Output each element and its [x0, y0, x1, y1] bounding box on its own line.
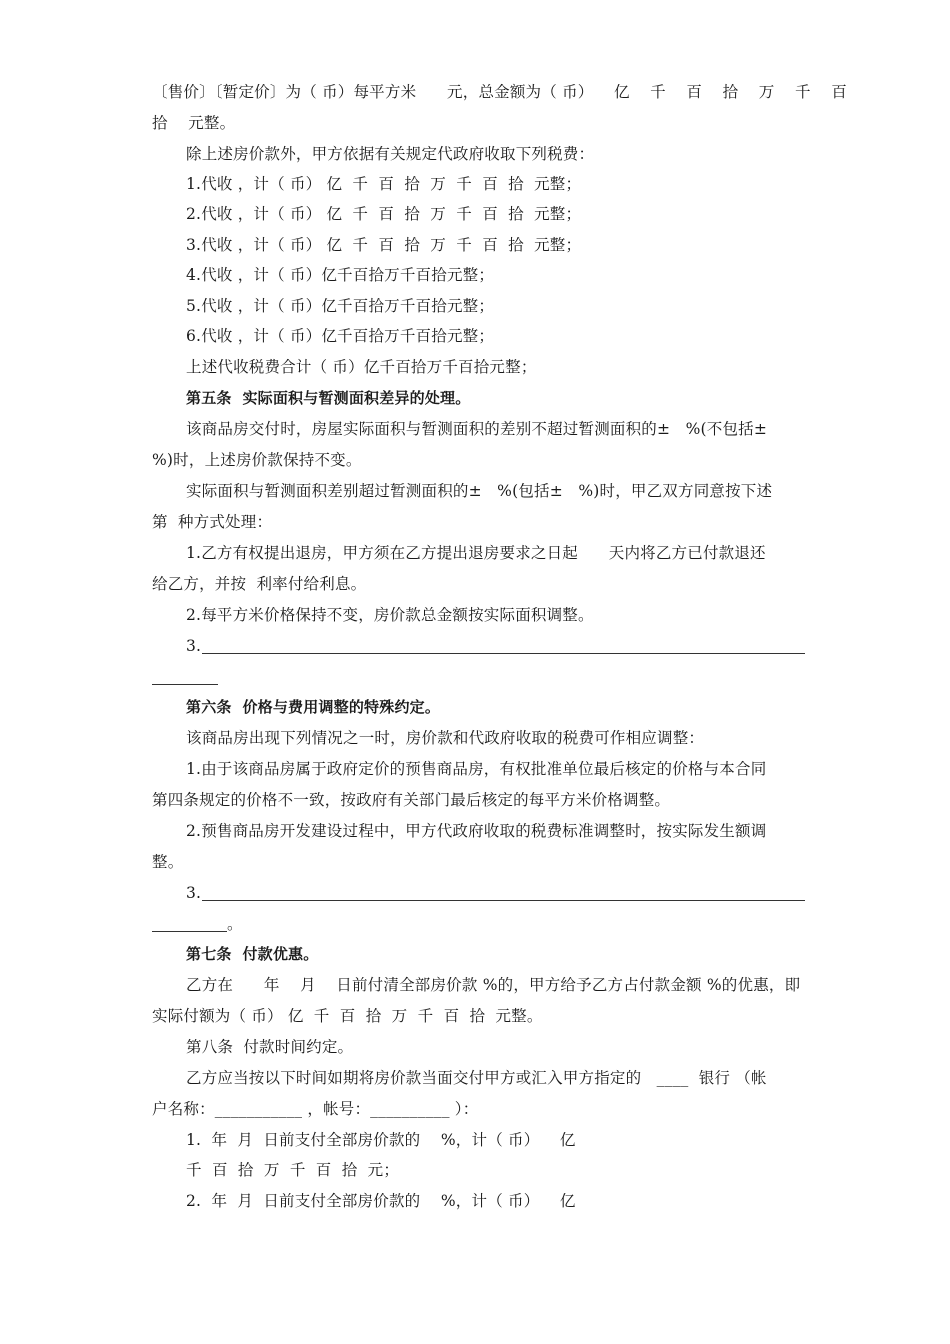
article-5-heading: 第五条 实际面积与暂测面积差异的处理。 — [186, 389, 471, 407]
payment-item-1: 1. 年 月 日前支付全部房价款的 %，计（ 币） 亿 — [186, 1131, 576, 1149]
tax-item-4: 4.代收 ，计（ 币）亿千百拾万千百拾元整； — [186, 266, 495, 284]
article-7-para-cont: 实际付额为（ 币） 亿 千 百 拾 万 千 百 拾 元整。 — [152, 1007, 543, 1025]
article-6-heading: 第六条 价格与费用调整的特殊约定。 — [186, 698, 441, 716]
article-5-option-2: 2.每平方米价格保持不变，房价款总金额按实际面积调整。 — [186, 606, 594, 624]
article-8-para: 乙方应当按以下时间如期将房价款当面交付甲方或汇入甲方指定的 ____ 银行 （帐 — [186, 1069, 767, 1087]
article-5-option-1: 1.乙方有权提出退房，甲方须在乙方提出退房要求之日起 天内将乙方已付款退还 — [186, 544, 766, 562]
article-5-para-1: 该商品房交付时，房屋实际面积与暂测面积的差别不超过暂测面积的± %(不包括± — [186, 420, 768, 438]
tax-item-1: 1.代收 ，计（ 币） 亿 千 百 拾 万 千 百 拾 元整； — [186, 175, 582, 193]
article-8-para-cont: 户名称：___________ ，帐号：__________ ）： — [152, 1100, 479, 1118]
article-6-item-3: 3. — [186, 884, 202, 902]
article-6-item-1-cont: 第四条规定的价格不一致，按政府有关部门最后核定的每平方米价格调整。 — [152, 791, 671, 809]
price-line: 〔售价〕〔暂定价〕为（ 币）每平方米 元，总金额为（ 币） 亿 千 百 拾 万 千 百 — [152, 83, 847, 101]
article-5-para-2: 实际面积与暂测面积差别超过暂测面积的± %(包括± %)时，甲乙双方同意按下述 — [186, 482, 773, 500]
tax-total: 上述代收税费合计（ 币）亿千百拾万千百拾元整； — [186, 358, 537, 376]
payment-item-1-cont: 千 百 拾 万 千 百 拾 元； — [186, 1161, 400, 1179]
tax-item-3: 3.代收 ，计（ 币） 亿 千 百 拾 万 千 百 拾 元整； — [186, 236, 582, 254]
tax-item-2: 2.代收 ，计（ 币） 亿 千 百 拾 万 千 百 拾 元整； — [186, 205, 582, 223]
article-7-heading: 第七条 付款优惠。 — [186, 945, 319, 963]
price-line-cont: 拾 元整。 — [152, 114, 236, 132]
article-6-item-3-end: 。 — [227, 915, 243, 933]
article-5-para-1-cont: %)时，上述房价款保持不变。 — [152, 451, 362, 469]
tax-item-6: 6.代收 ，计（ 币）亿千百拾万千百拾元整； — [186, 327, 495, 345]
article-5-option-3: 3. — [186, 637, 202, 655]
article-7-para: 乙方在 年 月 日前付清全部房价款 %的，甲方给予乙方占付款金额 %的优惠，即 — [186, 976, 801, 994]
blank-line — [152, 931, 227, 932]
article-6-item-2: 2.预售商品房开发建设过程中，甲方代政府收取的税费标准调整时，按实际发生额调 — [186, 822, 767, 840]
article-6-item-1: 1.由于该商品房属于政府定价的预售商品房，有权批准单位最后核定的价格与本合同 — [186, 760, 767, 778]
blank-line — [202, 900, 805, 901]
tax-intro: 除上述房价款外，甲方依据有关规定代政府收取下列税费： — [186, 145, 595, 163]
article-6-item-2-cont: 整。 — [152, 853, 184, 871]
tax-item-5: 5.代收 ，计（ 币）亿千百拾万千百拾元整； — [186, 297, 495, 315]
payment-item-2: 2. 年 月 日前支付全部房价款的 %，计（ 币） 亿 — [186, 1192, 576, 1210]
article-5-para-2-cont: 第 种方式处理： — [152, 513, 273, 531]
article-6-intro: 该商品房出现下列情况之一时，房价款和代政府收取的税费可作相应调整： — [186, 729, 705, 747]
article-5-option-1-cont: 给乙方，并按 利率付给利息。 — [152, 575, 367, 593]
blank-line — [202, 653, 805, 654]
article-8-heading: 第八条 付款时间约定。 — [186, 1038, 354, 1056]
blank-line — [152, 684, 218, 685]
